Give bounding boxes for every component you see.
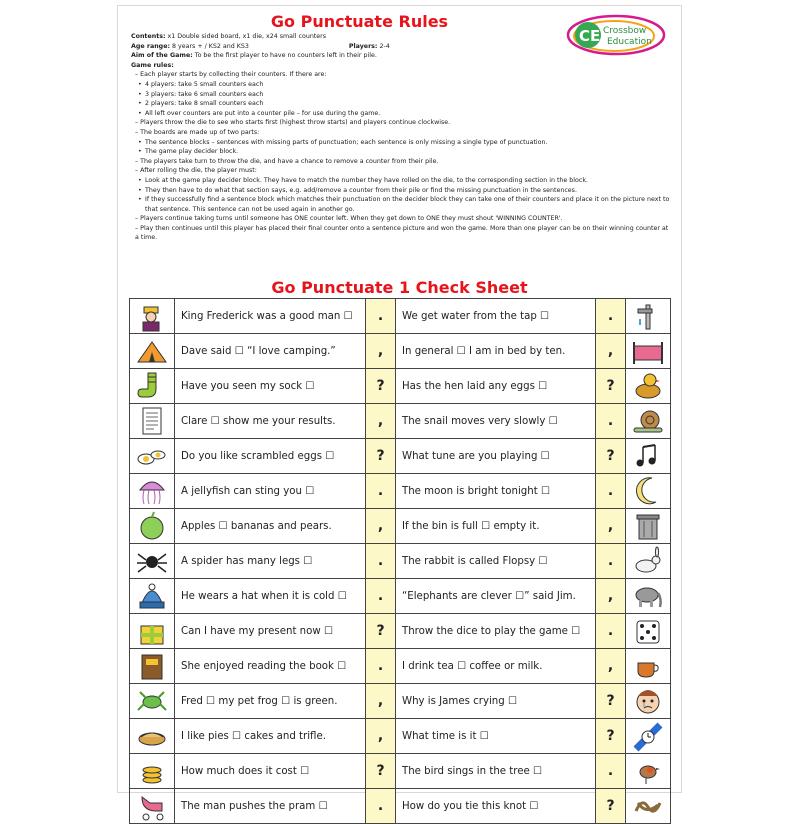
rule-line: • All left over counters are put into a counter pile – for use during the game. bbox=[131, 109, 671, 119]
answer-right: . bbox=[596, 614, 626, 649]
picture-cell bbox=[626, 299, 671, 334]
table-row bbox=[130, 509, 671, 544]
answer-right: ? bbox=[596, 439, 626, 474]
sentence-left: He wears a hat when it is cold ☐ bbox=[175, 579, 366, 614]
picture-cell bbox=[130, 614, 175, 649]
answer-right: , bbox=[596, 649, 626, 684]
king-icon bbox=[130, 299, 174, 333]
check-sheet-grid bbox=[129, 298, 671, 824]
pie-icon bbox=[130, 719, 174, 753]
logo-brand-line1: Crossbow bbox=[603, 26, 647, 36]
picture-cell bbox=[626, 649, 671, 684]
frog-icon bbox=[130, 684, 174, 718]
answer-right: ? bbox=[596, 719, 626, 754]
answer-right: , bbox=[596, 509, 626, 544]
apple-icon bbox=[130, 509, 174, 543]
rule-line: – Players throw the die to see who starts first (highest throw starts) and players continue clockwise. bbox=[135, 119, 451, 127]
sentence-left: Do you like scrambled eggs ☐ bbox=[175, 439, 366, 474]
answer-right: ? bbox=[596, 789, 626, 824]
picture-cell bbox=[130, 369, 175, 404]
tap-icon bbox=[626, 299, 670, 333]
sentence-right: I drink tea ☐ coffee or milk. bbox=[396, 649, 596, 684]
rule-line: • They then have to do what that section says, e.g. add/remove a counter from their pile or find the missing punctuation in the sentences. bbox=[131, 186, 671, 196]
picture-cell bbox=[626, 614, 671, 649]
picture-cell bbox=[130, 334, 175, 369]
rule-line: – After rolling the die, the player must: bbox=[135, 167, 257, 175]
game-rules-heading: Game rules: bbox=[131, 61, 174, 69]
answer-left: ? bbox=[366, 439, 396, 474]
book-icon bbox=[130, 649, 174, 683]
rule-line: – The boards are made up of two parts: bbox=[135, 128, 260, 136]
elephant-icon bbox=[626, 579, 670, 613]
sentence-right: Throw the dice to play the game ☐ bbox=[396, 614, 596, 649]
picture-cell bbox=[626, 719, 671, 754]
sentence-right: We get water from the tap ☐ bbox=[396, 299, 596, 334]
answer-right: , bbox=[596, 334, 626, 369]
rule-line: • 2 players: take 8 small counters each bbox=[131, 99, 671, 109]
answer-left: ? bbox=[366, 614, 396, 649]
bed-icon bbox=[626, 334, 670, 368]
answer-right: . bbox=[596, 474, 626, 509]
picture-cell bbox=[130, 299, 175, 334]
picture-cell bbox=[626, 579, 671, 614]
crying-boy-icon bbox=[626, 684, 670, 718]
logo-letters: CE bbox=[579, 27, 601, 45]
sentence-left: Dave said ☐ “I love camping.” bbox=[175, 334, 366, 369]
answer-left: . bbox=[366, 299, 396, 334]
answer-right: ? bbox=[596, 684, 626, 719]
picture-cell bbox=[626, 439, 671, 474]
sentence-left: Have you seen my sock ☐ bbox=[175, 369, 366, 404]
table-row bbox=[130, 789, 671, 824]
sentence-right: The snail moves very slowly ☐ bbox=[396, 404, 596, 439]
bin-icon bbox=[626, 509, 670, 543]
knot-icon bbox=[626, 789, 670, 823]
sentence-left: I like pies ☐ cakes and trifle. bbox=[175, 719, 366, 754]
table-row bbox=[130, 754, 671, 789]
picture-cell bbox=[130, 649, 175, 684]
music-notes-icon bbox=[626, 439, 670, 473]
table-row bbox=[130, 334, 671, 369]
answer-left: . bbox=[366, 789, 396, 824]
rule-line: • 3 players: take 6 small counters each bbox=[131, 90, 671, 100]
hat-icon bbox=[130, 579, 174, 613]
age-players-line: Age range: 8 years + / KS2 and KS3 Players: 2-4 bbox=[131, 42, 390, 50]
table-row bbox=[130, 544, 671, 579]
rule-line: • The game play decider block. bbox=[131, 147, 671, 157]
dice-icon bbox=[626, 614, 670, 648]
picture-cell bbox=[626, 789, 671, 824]
picture-cell bbox=[130, 474, 175, 509]
answer-left: . bbox=[366, 544, 396, 579]
results-paper-icon bbox=[130, 404, 174, 438]
sentence-right: How do you tie this knot ☐ bbox=[396, 789, 596, 824]
answer-right: . bbox=[596, 754, 626, 789]
answer-left: , bbox=[366, 719, 396, 754]
answer-left: , bbox=[366, 404, 396, 439]
sentence-right: The moon is bright tonight ☐ bbox=[396, 474, 596, 509]
picture-cell bbox=[626, 544, 671, 579]
answer-left: , bbox=[366, 334, 396, 369]
rabbit-icon bbox=[626, 544, 670, 578]
sentence-left: King Frederick was a good man ☐ bbox=[175, 299, 366, 334]
answer-left: , bbox=[366, 509, 396, 544]
bird-icon bbox=[626, 754, 670, 788]
sentence-left: How much does it cost ☐ bbox=[175, 754, 366, 789]
picture-cell bbox=[130, 684, 175, 719]
sentence-left: Clare ☐ show me your results. bbox=[175, 404, 366, 439]
picture-cell bbox=[130, 439, 175, 474]
answer-left: . bbox=[366, 579, 396, 614]
tent-icon bbox=[130, 334, 174, 368]
rule-line: • 4 players: take 5 small counters each bbox=[131, 80, 671, 90]
table-row bbox=[130, 614, 671, 649]
contents-line: Contents: x1 Double sided board, x1 die, x24 small counters bbox=[131, 33, 327, 40]
spider-icon bbox=[130, 544, 174, 578]
picture-cell bbox=[130, 754, 175, 789]
sentence-left: Apples ☐ bananas and pears. bbox=[175, 509, 366, 544]
rule-line: – Play then continues until this player has placed their final counter onto a sentence picture and won the game. More than one player can be on their winning counter at a time. bbox=[135, 224, 669, 242]
picture-cell bbox=[130, 719, 175, 754]
watch-icon bbox=[626, 719, 670, 753]
answer-right: . bbox=[596, 544, 626, 579]
sentence-left: Fred ☐ my pet frog ☐ is green. bbox=[175, 684, 366, 719]
rules-sheet bbox=[117, 5, 682, 814]
answer-left: ? bbox=[366, 369, 396, 404]
sentence-left: A spider has many legs ☐ bbox=[175, 544, 366, 579]
moon-icon bbox=[626, 474, 670, 508]
sentence-left: A jellyfish can sting you ☐ bbox=[175, 474, 366, 509]
answer-left: . bbox=[366, 649, 396, 684]
picture-cell bbox=[130, 404, 175, 439]
table-row bbox=[130, 439, 671, 474]
picture-cell bbox=[626, 334, 671, 369]
picture-cell bbox=[130, 509, 175, 544]
snail-icon bbox=[626, 404, 670, 438]
picture-cell bbox=[626, 509, 671, 544]
aim-line: Aim of the Game: To be the first player to have no counters left in their pile. bbox=[131, 52, 377, 60]
table-row bbox=[130, 649, 671, 684]
picture-cell bbox=[130, 789, 175, 824]
table-row bbox=[130, 299, 671, 334]
answer-right: . bbox=[596, 404, 626, 439]
rule-line: – Players continue taking turns until someone has ONE counter left. When they get down to ONE they must shout 'WINNING COUNTER'. bbox=[135, 215, 563, 223]
teacup-icon bbox=[626, 649, 670, 683]
rule-line: • The sentence blocks – sentences with missing parts of punctuation; each sentence is only missing a single type of punctuation. bbox=[131, 138, 671, 148]
hen-icon bbox=[626, 369, 670, 403]
picture-cell bbox=[626, 754, 671, 789]
answer-left: . bbox=[366, 474, 396, 509]
table-row bbox=[130, 369, 671, 404]
scrambled-eggs-icon bbox=[130, 439, 174, 473]
table-row bbox=[130, 719, 671, 754]
rule-line: – Each player starts by collecting their counters. If there are: bbox=[135, 71, 327, 79]
sentence-right: “Elephants are clever ☐” said Jim. bbox=[396, 579, 596, 614]
answer-right: . bbox=[596, 299, 626, 334]
picture-cell bbox=[130, 544, 175, 579]
picture-cell bbox=[130, 579, 175, 614]
table-row bbox=[130, 684, 671, 719]
rule-line: – The players take turn to throw the die, and have a chance to remove a counter from their pile. bbox=[135, 157, 439, 165]
sentence-right: What time is it ☐ bbox=[396, 719, 596, 754]
sentence-right: Has the hen laid any eggs ☐ bbox=[396, 369, 596, 404]
sentence-right: If the bin is full ☐ empty it. bbox=[396, 509, 596, 544]
picture-cell bbox=[626, 369, 671, 404]
sentence-right: What tune are you playing ☐ bbox=[396, 439, 596, 474]
sentence-right: In general ☐ I am in bed by ten. bbox=[396, 334, 596, 369]
sentence-left: The man pushes the pram ☐ bbox=[175, 789, 366, 824]
answer-left: , bbox=[366, 684, 396, 719]
picture-cell bbox=[626, 684, 671, 719]
rule-line: • Look at the game play decider block. They have to match the number they have rolled on the die, to the corresponding section in the block. bbox=[131, 176, 671, 186]
picture-cell bbox=[626, 474, 671, 509]
table-row bbox=[130, 579, 671, 614]
sentence-left: She enjoyed reading the book ☐ bbox=[175, 649, 366, 684]
pram-icon bbox=[130, 789, 174, 823]
check-sheet-title: Go Punctuate 1 Check Sheet bbox=[271, 278, 528, 297]
answer-right: , bbox=[596, 579, 626, 614]
picture-cell bbox=[626, 404, 671, 439]
table-row bbox=[130, 404, 671, 439]
answer-right: ? bbox=[596, 369, 626, 404]
logo-brand-line2: Education bbox=[607, 37, 652, 47]
rules-text bbox=[131, 32, 671, 243]
rule-line: • If they successfully find a sentence block which matches their punctuation on the decider block they can take one of their counters and place it on the picture next to that sentence. This sentence can not be used again in another go. bbox=[131, 195, 671, 214]
sentence-left: Can I have my present now ☐ bbox=[175, 614, 366, 649]
coins-icon bbox=[130, 754, 174, 788]
sentence-right: Why is James crying ☐ bbox=[396, 684, 596, 719]
sock-icon bbox=[130, 369, 174, 403]
rule-lines bbox=[131, 70, 671, 243]
table-row bbox=[130, 474, 671, 509]
answer-left: ? bbox=[366, 754, 396, 789]
rules-title: Go Punctuate Rules bbox=[270, 12, 449, 31]
present-icon bbox=[130, 614, 174, 648]
sentence-right: The bird sings in the tree ☐ bbox=[396, 754, 596, 789]
sentence-right: The rabbit is called Flopsy ☐ bbox=[396, 544, 596, 579]
jellyfish-icon bbox=[130, 474, 174, 508]
